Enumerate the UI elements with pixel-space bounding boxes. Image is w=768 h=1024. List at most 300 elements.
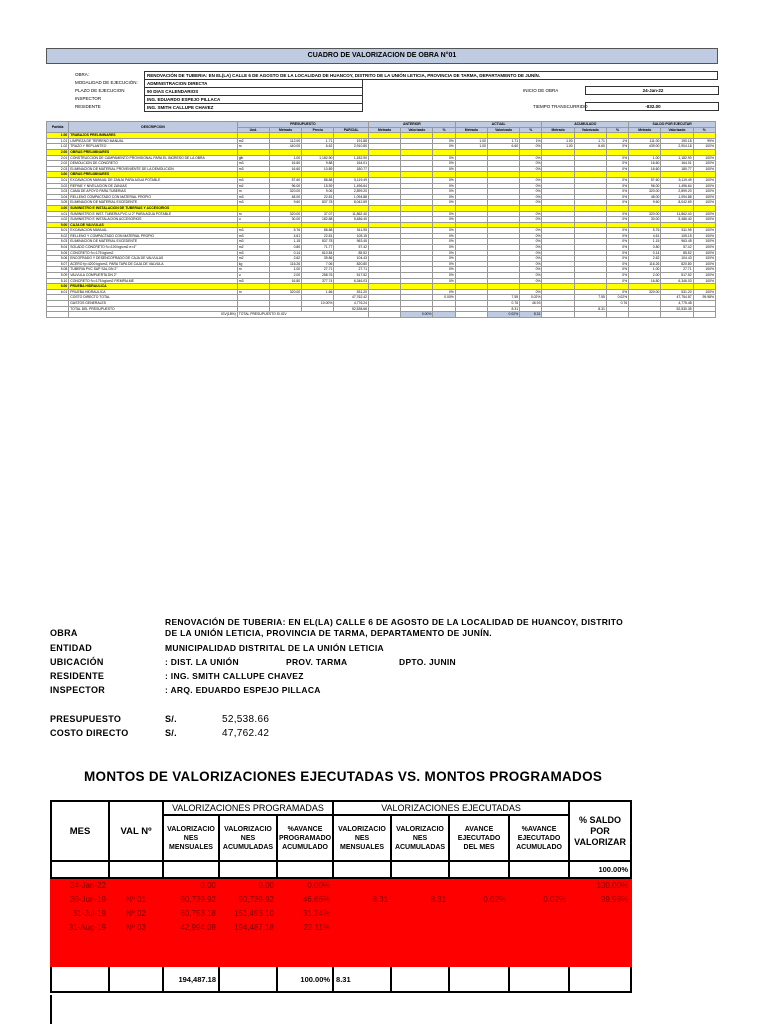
sheet-cell: 0.76: [487, 301, 519, 307]
sheet-item-description: ELIMINACION DE MATERIAL EXCEDENTE: [69, 200, 237, 206]
sheet-cell: 100%: [693, 233, 715, 239]
sheet-cell: 1.00: [629, 155, 661, 161]
sheet-cell: 0%: [520, 194, 542, 200]
sheet-cell: 0%: [433, 239, 455, 245]
montos-cell: [509, 906, 569, 920]
entidad-label: ENTIDAD: [50, 643, 93, 653]
sheet-cell: 0%: [606, 144, 628, 150]
sheet-cell: 100%: [693, 256, 715, 262]
sheet-cell: 0.14: [629, 250, 661, 256]
sheet-cell: 0%: [433, 177, 455, 183]
montos-cell: 100.00%: [569, 878, 631, 892]
montos-total-cell: 194,487.18: [163, 966, 219, 992]
sheet-cell: 837.78: [302, 239, 334, 245]
sheet-cell: 39.86: [302, 256, 334, 262]
sheet-item-description: SUMINISTRO E INSTALACION DE TUBERIAS Y ACCESORIOS: [69, 205, 237, 211]
sheet-subheader-cell: %: [520, 127, 542, 133]
sheet-cell: 112.00: [269, 138, 301, 144]
sheet-cell: 5,486.40: [661, 217, 693, 223]
sheet-footer-value: 8.31: [520, 312, 542, 318]
sheet-cell: m3: [237, 166, 269, 172]
sheet-item-description: TRABAJOS PRELIMINARES: [69, 133, 237, 139]
sheet-header-descripcion: DESCRIPCION: [69, 122, 237, 133]
sheet-cell: 100%: [693, 194, 715, 200]
sheet-cell: 0%: [433, 144, 455, 150]
sheet-cell: 100%: [693, 267, 715, 273]
costo-directo-value: 47,762.42: [222, 728, 270, 739]
montos-cell: 151,493.10: [219, 906, 277, 920]
sheet-cell: 27.71: [334, 267, 369, 273]
sheet-cell: 7.55: [574, 295, 606, 301]
sheet-cell: 0%: [433, 200, 455, 206]
montos-title: MONTOS DE VALORIZACIONES EJECUTADAS VS. MONTOS PROGRAMADOS: [84, 769, 603, 784]
sheet-cell: 1.15: [269, 239, 301, 245]
sheet-cell: 164.01: [661, 161, 693, 167]
sheet-header-group: PRESUPUESTO: [237, 122, 368, 128]
montos-cell: 0.02%: [449, 892, 509, 906]
montos-cell: 31-Aug-19: [51, 920, 109, 934]
border-line: [50, 995, 52, 1024]
montos-cell: Nº 03: [109, 920, 163, 934]
sheet-cell: 48.00: [629, 194, 661, 200]
sheet-item-description: CONCRETO f'c=175 kg/cm2 P/EMPALME: [69, 278, 237, 284]
sheet-cell: 0%: [433, 155, 455, 161]
sheet-cell: 5.76: [269, 228, 301, 234]
sheet-cell: 100%: [693, 189, 715, 195]
sheet-cell: 0%: [520, 228, 542, 234]
sheet-cell: 0%: [606, 183, 628, 189]
sheet-cell: 0%: [433, 289, 455, 295]
sheet-item-code: 4.02: [47, 217, 69, 223]
sheet-cell: 0%: [606, 155, 628, 161]
montos-cell: [391, 861, 449, 878]
sheet-cell: 1,182.90: [661, 155, 693, 161]
obra-label: OBRA: [50, 628, 78, 638]
sheet-cell: 16.80: [269, 278, 301, 284]
sheet-subheader-cell: Metrado: [269, 127, 301, 133]
sheet-cell: 0%: [520, 177, 542, 183]
sheet-cell: 1.00: [269, 155, 301, 161]
sheet-cell: 0%: [606, 278, 628, 284]
sheet-cell: [661, 312, 693, 318]
sheet-cell: 0%: [606, 267, 628, 273]
sheet-cell: 4,775.48: [661, 301, 693, 307]
sheet-header-group: SALDO POR EJECUTAR: [629, 122, 716, 128]
sheet-item-code: 2.03: [47, 166, 69, 172]
sheet-cell: m: [237, 189, 269, 195]
sheet-cell: 2,899.20: [334, 189, 369, 195]
montos-cell: [109, 861, 163, 878]
sheet-cell: 1%: [520, 138, 542, 144]
sheet-cell: 820.80: [334, 261, 369, 267]
sheet-subheader-cell: Valorizado: [661, 127, 693, 133]
sheet-item-description: VALVULA COMPUERTA DN 2": [69, 273, 237, 279]
sheet-cell: 10.00%: [302, 301, 334, 307]
sheet-cell: m2: [237, 245, 269, 251]
sheet-cell: 104.43: [334, 256, 369, 262]
sheet-cell: 0%: [606, 217, 628, 223]
sheet-cell: 180.77: [334, 166, 369, 172]
sheet-cell: m: [237, 289, 269, 295]
sheet-item-code: 5.03: [47, 239, 69, 245]
sheet-cell: 0%: [520, 245, 542, 251]
montos-cell: 8.31: [333, 892, 391, 906]
sheet-cell: 0.14: [269, 250, 301, 256]
montos-total-cell: [391, 966, 449, 992]
montos-subheader: %AVANCE EJECUTADO ACUMULADO: [509, 815, 569, 861]
sheet-item-description: CONCRETO f'c=175 kg/cm2: [69, 250, 237, 256]
sheet-cell: m3: [237, 233, 269, 239]
sheet-item-description: REFINE Y NIVELACION DE ZANJAS: [69, 183, 237, 189]
sheet-item-code: 4.01: [47, 211, 69, 217]
header-field-value: 90 DIAS CALENDARIOS: [144, 87, 363, 96]
sheet-cell: 2,899.20: [661, 189, 693, 195]
sheet-cell: 10.89: [302, 166, 334, 172]
montos-cell: [449, 934, 509, 966]
sheet-item-description: PRUEBA HIDRAULICA: [69, 284, 237, 290]
sheet-cell: 531.20: [334, 289, 369, 295]
sheet-cell: 8,042.69: [661, 200, 693, 206]
sheet-cell: m2: [237, 256, 269, 262]
sheet-cell: 182.88: [302, 217, 334, 223]
sheet-cell: 517.52: [661, 273, 693, 279]
sheet-item-description: CONSTRUCCION DE CAMPAMENTO PROVISIONAL PARA EL INGRESO DE LA OBRA: [69, 155, 237, 161]
sheet-cell: 5.76: [629, 228, 661, 234]
sheet-header-group: ANTERIOR: [369, 122, 456, 128]
sheet-header-group: ACUMULADO: [542, 122, 629, 128]
sheet-cell: 0%: [433, 217, 455, 223]
sheet-cell: 0%: [520, 256, 542, 262]
sheet-cell: 100%: [693, 200, 715, 206]
sheet-total-label: TOTAL DEL PRESUPUESTO: [69, 306, 237, 312]
sheet-cell: 100%: [693, 217, 715, 223]
montos-subheader: VALORIZACIO NES MENSUALES: [333, 815, 391, 861]
sheet-cell: 100%: [693, 144, 715, 150]
sheet-cell: 100%: [693, 228, 715, 234]
sheet-cell: 15.59: [302, 183, 334, 189]
sheet-cell: 9.60: [629, 200, 661, 206]
sheet-cell: [47, 312, 69, 318]
sheet-cell: 16.60: [269, 166, 301, 172]
sheet-item-description: LIMPIEZA DE TERRENO MANUAL: [69, 138, 237, 144]
sheet-cell: 8,042.69: [334, 200, 369, 206]
sheet-item-code: 1.02: [47, 144, 69, 150]
montos-cell: [509, 878, 569, 892]
sheet-cell: 610.84: [302, 250, 334, 256]
sheet-cell: m3: [237, 278, 269, 284]
montos-cell: 8.31: [391, 892, 449, 906]
sheet-cell: 963.45: [661, 239, 693, 245]
sheet-cell: m3: [237, 239, 269, 245]
sheet-cell: m2: [237, 138, 269, 144]
sheet-item-description: DEMOLICION DE CONCRETO: [69, 161, 237, 167]
residente-value: : ING. SMITH CALLUPE CHAVEZ: [165, 671, 304, 681]
sheet-item-code: 3.02: [47, 183, 69, 189]
sheet-cell: 85.52: [661, 250, 693, 256]
sheet-cell: 0%: [520, 233, 542, 239]
sheet-cell: 100%: [693, 239, 715, 245]
sheet-subheader-cell: Metrado: [369, 127, 401, 133]
sheet-footer-pct: 0.02%: [487, 312, 519, 318]
sheet-cell: 5,486.40: [334, 217, 369, 223]
sheet-cell: 1.15: [629, 239, 661, 245]
montos-cell: Nº 01: [109, 892, 163, 906]
sheet-cell: m3: [237, 161, 269, 167]
montos-row: [51, 878, 631, 892]
sheet-cell: 0%: [520, 217, 542, 223]
montos-cell: [51, 934, 109, 966]
sheet-cell: 57.60: [269, 177, 301, 183]
tiempo-label: TIEMPO TRANSCURRIDO: [533, 104, 588, 109]
ubicacion-provincia: PROV. TARMA: [286, 657, 348, 667]
montos-subheader: VALORIZACIO NES ACUMULADAS: [219, 815, 277, 861]
sheet-cell: 0%: [433, 166, 455, 172]
header-field-label: PLAZO DE EJECUCION: [75, 88, 125, 93]
sheet-item-code: 5.08: [47, 267, 69, 273]
sheet-item-description: OBRAS PRELIMINARES: [69, 172, 237, 178]
sheet-cell: glb: [237, 155, 269, 161]
sheet-item-code: 3.03: [47, 189, 69, 195]
montos-total-cell: [219, 966, 277, 992]
montos-total-row: [51, 966, 631, 992]
sheet-item-description: ENCOFRADO Y DESENCOFRADO DE CAJA DE VALVULAS: [69, 256, 237, 262]
sheet-subheader-cell: PARCIAL: [334, 127, 369, 133]
montos-total-cell: [509, 966, 569, 992]
header-field-label: OBRA:: [75, 72, 90, 77]
sheet-cell: 100%: [693, 183, 715, 189]
sheet-cell: kg: [237, 261, 269, 267]
sheet-cell: 100%: [693, 155, 715, 161]
header-field-value: RENOVACIÓN DE TUBERIA: EN EL(LA) CALLE 6 DE AGOSTO DE LA LOCALIDAD DE HUANCOY, DISTRITO DE LA UNIÓN LETICIA, PROVINCIA DE TARMA, DEPARTAMENTO DE JUNÍN.: [144, 71, 718, 80]
montos-cell: [277, 934, 333, 966]
sheet-cell: 377.74: [302, 278, 334, 284]
sheet-item-description: OBRAS PRELIMINARES: [69, 149, 237, 155]
sheet-subheader-cell: Precio: [302, 127, 334, 133]
sheet-cell: 1.71: [574, 138, 606, 144]
valorization-sheet-table: [46, 121, 716, 318]
sheet-cell: 320.00: [269, 211, 301, 217]
sheet-subheader-cell: Und.: [237, 127, 269, 133]
header-field-label: MODALIDAD DE EJECUCIÓN:: [75, 80, 138, 85]
header-field-value: ADMINISTRACION DIRECTA: [144, 79, 363, 88]
sheet-cell: 0%: [433, 194, 455, 200]
montos-cell: [333, 861, 391, 878]
sheet-item-code: 5.04: [47, 245, 69, 251]
sheet-cell: 0%: [606, 273, 628, 279]
sheet-cell: 0%: [606, 166, 628, 172]
sheet-subheader-cell: %: [433, 127, 455, 133]
sheet-cell: 100%: [693, 278, 715, 284]
montos-cell: [333, 906, 391, 920]
sheet-cell: 111.00: [629, 138, 661, 144]
montos-cell: 0.00: [219, 878, 277, 892]
montos-subheader: VALORIZACIO NES MENSUALES: [163, 815, 219, 861]
sheet-cell: 0%: [606, 194, 628, 200]
sheet-item-description: EXCAVACION MANUAL DE ZANJA PARA AGUA POTABLE: [69, 177, 237, 183]
montos-header-ejecutadas: VALORIZACIONES EJECUTADAS: [333, 801, 569, 815]
sheet-cell: 16.60: [269, 161, 301, 167]
montos-cell: [109, 934, 163, 966]
montos-cell: [569, 934, 631, 966]
sheet-cell: 0%: [520, 267, 542, 273]
sheet-cell: 0%: [606, 189, 628, 195]
sheet-cell: [369, 312, 401, 318]
sheet-cell: 0%: [433, 256, 455, 262]
sheet-subheader-cell: Valorizado: [401, 127, 433, 133]
sheet-cell: 0%: [606, 289, 628, 295]
sheet-cell: 0%: [520, 183, 542, 189]
sheet-cell: 0%: [606, 228, 628, 234]
montos-cell: 0.02%: [509, 892, 569, 906]
montos-total-cell: 8.31: [333, 966, 391, 992]
sheet-cell: 0%: [433, 273, 455, 279]
ubicacion-distrito: : DIST. LA UNIÓN: [165, 657, 239, 667]
sheet-item-description: SOLADO CONCRETO f'c=100 kg/cm2 e=4": [69, 245, 237, 251]
sheet-cell: 116.26: [269, 261, 301, 267]
montos-row: [51, 906, 631, 920]
montos-total-cell: 100.00%: [277, 966, 333, 992]
sheet-cell: 963.45: [334, 239, 369, 245]
costo-directo-label: COSTO DIRECTO: [50, 728, 129, 738]
sheet-item-description: ACERO fy=4200 kg/cm2, PARA TAPA DE CAJA DE VALVULA: [69, 261, 237, 267]
sheet-cell: 100%: [693, 261, 715, 267]
montos-header-mes: MES: [51, 801, 109, 861]
sheet-cell: 22.81: [302, 233, 334, 239]
sheet-cell: 105.15: [334, 233, 369, 239]
sheet-cell: 100%: [693, 250, 715, 256]
inicio-label: INICIO DE OBRA: [523, 88, 559, 93]
sheet-cell: 320.00: [269, 189, 301, 195]
sheet-subheader-cell: Metrado: [542, 127, 574, 133]
sheet-cell: 258.76: [302, 273, 334, 279]
sheet-cell: 0%: [520, 289, 542, 295]
sheet-cell: m3: [237, 250, 269, 256]
montos-cell: 42,994.08: [163, 920, 219, 934]
sheet-cell: 0%: [433, 267, 455, 273]
sheet-cell: 2.00: [629, 273, 661, 279]
montos-header-saldo: % SALDO POR VALORIZAR: [569, 801, 631, 861]
montos-row: [51, 920, 631, 934]
sheet-item-description: SUMINISTRO E INST. TUBERIA PVC-U 2" PARA AGUA POTABLE: [69, 211, 237, 217]
sheet-subheader-cell: Metrado: [629, 127, 661, 133]
sheet-cell: 0%: [606, 161, 628, 167]
sheet-cell: 1,182.90: [302, 155, 334, 161]
sheet-cell: 11,862.40: [661, 211, 693, 217]
sheet-cell: 8.31: [574, 306, 606, 312]
sheet-cell: 1.71: [302, 138, 334, 144]
sheet-item-code: 5.00: [47, 222, 69, 228]
header-field-label: RESIDENTE: [75, 104, 101, 109]
sheet-cell: 0%: [520, 261, 542, 267]
sheet-cell: 22.81: [302, 194, 334, 200]
sheet-cell: 48.00: [269, 194, 301, 200]
sheet-cell: 1,496.64: [661, 183, 693, 189]
sheet-cell: m3: [237, 177, 269, 183]
sheet-cell: 1,094.88: [334, 194, 369, 200]
sheet-cell: m3: [237, 194, 269, 200]
sheet-cell: [455, 312, 487, 318]
sheet-cell: [629, 312, 661, 318]
montos-cell: 22.11%: [277, 920, 333, 934]
sheet-cell: 0%: [606, 261, 628, 267]
sheet-cell: 0%: [433, 228, 455, 234]
sheet-cell: 7.55: [487, 295, 519, 301]
montos-cell: [509, 920, 569, 934]
montos-cell: 31.24%: [277, 906, 333, 920]
sheet-cell: 47,754.87: [661, 295, 693, 301]
sheet-cell: 439.00: [629, 144, 661, 150]
sheet-cell: 0.02%: [606, 295, 628, 301]
sheet-item-code: 3.05: [47, 200, 69, 206]
sheet-cell: m: [237, 211, 269, 217]
montos-row: [51, 892, 631, 906]
montos-cell: [219, 934, 277, 966]
sheet-footer-total-label: TOTAL PRESUPUESTO S/.IGV: [237, 312, 368, 318]
presupuesto-value: 52,538.66: [222, 714, 270, 725]
sheet-cell: 46.93: [520, 301, 542, 307]
montos-cell: [391, 878, 449, 892]
sheet-cell: 0%: [433, 278, 455, 284]
sheet-item-code: 5.06: [47, 256, 69, 262]
sheet-cell: 6.62: [302, 144, 334, 150]
montos-cell: [509, 861, 569, 878]
sheet-item-code: 2.00: [47, 149, 69, 155]
sheet-cell: 27.71: [302, 267, 334, 273]
sheet-cell: 0%: [606, 250, 628, 256]
sheet-cell: 1%: [606, 138, 628, 144]
sheet-cell: 0%: [433, 261, 455, 267]
sheet-cell: 1,094.88: [661, 194, 693, 200]
montos-cell: [51, 861, 109, 878]
header-field-value: ING. EDUARDO ESPEJO PILLACA: [144, 95, 363, 104]
sheet-cell: 88.88: [302, 228, 334, 234]
sheet-cell: 96.00: [269, 183, 301, 189]
sheet-cell: 2.62: [629, 256, 661, 262]
sheet-cell: 57.60: [629, 177, 661, 183]
sheet-cell: [542, 312, 574, 318]
sheet-cell: 2,904.18: [661, 144, 693, 150]
sheet-cell: 7.06: [302, 261, 334, 267]
sheet-subheader-cell: Metrado: [455, 127, 487, 133]
montos-cell: [109, 878, 163, 892]
sheet-cell: 11,862.40: [334, 211, 369, 217]
montos-total-cell: [109, 966, 163, 992]
sheet-subheader-cell: %: [693, 127, 715, 133]
montos-cell: [333, 920, 391, 934]
ubicacion-departamento: DPTO. JUNIN: [399, 657, 456, 667]
sheet-cell: 1.00: [629, 267, 661, 273]
sheet-cell: 37.07: [302, 211, 334, 217]
montos-first-saldo: 100.00%: [569, 861, 631, 878]
sheet-cell: 5,119.49: [661, 177, 693, 183]
sheet-cell: 9.88: [302, 161, 334, 167]
sheet-cell: 0.76: [606, 301, 628, 307]
sheet-cell: 100%: [693, 177, 715, 183]
sheet-cell: 99%: [693, 138, 715, 144]
sheet-subheader-cell: Valorizado: [574, 127, 606, 133]
sheet-cell: u: [237, 217, 269, 223]
montos-total-cell: [51, 966, 109, 992]
sheet-cell: 57.42: [661, 245, 693, 251]
sheet-cell: 52,538.66: [334, 306, 369, 312]
sheet-cell: m: [237, 144, 269, 150]
sheet-cell: 511.95: [661, 228, 693, 234]
sheet-cell: m3: [237, 228, 269, 234]
montos-cell: [333, 934, 391, 966]
sheet-item-code: 3.04: [47, 194, 69, 200]
sheet-item-code: 3.01: [47, 177, 69, 183]
sheet-cell: 191.88: [334, 138, 369, 144]
